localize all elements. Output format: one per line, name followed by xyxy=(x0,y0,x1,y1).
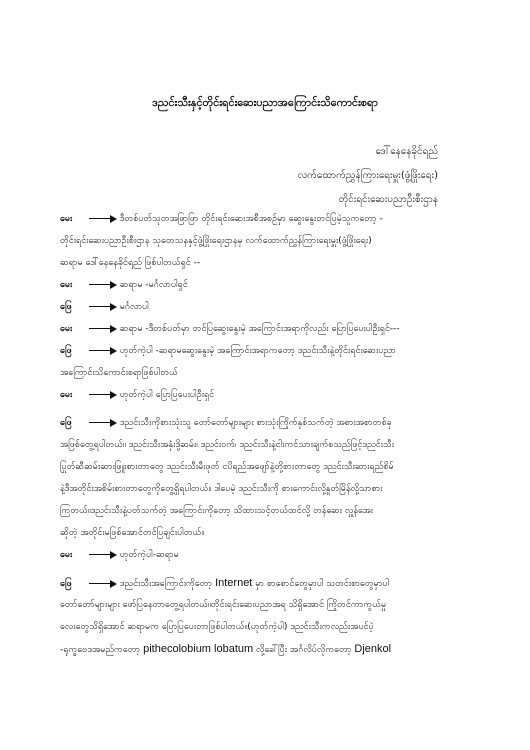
line-text: -ရုက္ခဗေဒအမည်ကတော့ xyxy=(60,645,141,655)
dialogue-line xyxy=(60,522,474,544)
arrow-icon xyxy=(87,391,117,399)
dialogue-line xyxy=(60,318,474,340)
english-name: Djenkol xyxy=(354,643,392,655)
dialogue-line xyxy=(60,230,474,252)
arrow-icon xyxy=(87,325,117,333)
line-text: ဆရာမ -မင်္ဂလာပါရှင် xyxy=(119,280,188,290)
arrow-icon xyxy=(87,215,117,223)
line-text-english: Internet xyxy=(215,577,253,589)
dialogue-line xyxy=(60,296,474,318)
line-text: ကြတယ်။ဒညင်းသီးနဲ့ပတ်သက်တဲ့ အကြောင်းကိုတော့ သိထားသင့်တယ်ထင်လို့ တန်ဆေး လှူန်အေး xyxy=(60,506,374,516)
dialogue-line xyxy=(60,544,474,566)
speaker-label-answer: ဖြေ xyxy=(60,579,72,589)
line-text: တိုင်းရင်းဆေးပညာဦးစီးဌာန သုတေသနနှင့်ဖွံ့ဖြိုးရေးဌာနမှ လက်ထောက်ညွှန်ကြားရေးမှူး(ဖွံ့ဖြိုးရေး) xyxy=(60,236,372,246)
author-position: လက်ထောက်ညွှန်ကြားရေးမှူး(ဖွံ့ဖြိုးရေး) xyxy=(297,170,438,181)
line-text: ဒီတစ်ပတ်သုတအဖြာဖြာ တိုင်းရင်းဆေးအစီအစဉ်မှာ ဆွေးနွေးတင်ပြမဲ့သူကတော့ - xyxy=(119,214,383,224)
dialogue-line xyxy=(60,274,474,296)
dialogue-line xyxy=(60,594,474,616)
dialogue-line xyxy=(60,456,474,478)
line-text: လို့ခေါ်ပြီး အင်္ဂလိပ်လိုကတော့ xyxy=(256,645,352,655)
arrow-icon xyxy=(87,580,117,588)
line-text: ပြုတ်ဆီဆမ်းဆားဖြူးစားတာတွေ ဒညင်းသီးမီးဖုတ် ငပိရည်အဖျော်နဲ့တို့စားတာတွေ ဒညင်းသီးဆားရည်စိမ် xyxy=(60,462,394,472)
line-text: တော်တော်များများ ဖော်ပြနေတာတွေ့ရပါတယ်။တိုင်းရင်းဆေးပညာအရ သိရှိအောင် ကြိုတင်ကာကွယ်မှု xyxy=(60,600,387,610)
scientific-name: pithecolobium lobatum xyxy=(143,643,254,655)
dialogue-line xyxy=(60,572,474,594)
line-text: နဲ့ဒီအတိုင်းအစိမ်းစားတာတွေကိုတွေ့ရှိရပါတယ်။ ဒါပေမဲ့ ဒညင်းသီးကို စားကောင်းလို့နှုတ်မြိန်လို့သာစား xyxy=(60,484,383,494)
line-text: မင်္ဂလာပါ xyxy=(119,302,149,312)
line-text: ဒညင်းသီးကိုစားသုံးသူ တော်တော်များများ စားသုံးကြိုက်နှစ်သက်တဲ့ အစားအစာတစ်ခု xyxy=(119,418,392,428)
dialogue-line xyxy=(60,384,474,406)
author-department: တိုင်းရင်းဆေးပညာဦးစီးဌာန xyxy=(338,194,438,205)
speaker-label-question: မေး xyxy=(60,550,73,560)
author-name: ဒေါ်နေနေခိုင်ရည် xyxy=(375,146,438,157)
line-text: ဟုတ်ကဲ့ပါ ပြောပြပေးပါဦးရှင် xyxy=(119,390,215,400)
dialogue-line xyxy=(60,434,474,456)
arrow-icon xyxy=(87,281,117,289)
speaker-label-question: မေး xyxy=(60,390,73,400)
dialogue-line xyxy=(60,500,474,522)
speaker-label-question: မေး xyxy=(60,214,73,224)
line-text: ဆရာမ ဒေါ်နေနေခိုင်ရည် ဖြစ်ပါတယ်ရှင် -- xyxy=(60,258,201,268)
dialogue-line xyxy=(60,412,474,434)
arrow-icon xyxy=(87,303,117,311)
line-text: ဟုတ်ကဲ့ပါ -ဆရာမဆွေးနွေးမဲ့ အကြောင်းအရာကတော့ ဒညင်းသီးနဲ့တိုင်းရင်းဆေးပညာ xyxy=(119,346,396,356)
speaker-label-question: မေး xyxy=(60,324,73,334)
speaker-label-answer: ဖြေ xyxy=(60,418,72,428)
interview-body xyxy=(60,208,474,660)
dialogue-line xyxy=(60,208,474,230)
author-block xyxy=(178,140,438,212)
line-text: ဒညင်းသီးအကြောင်းကိုတော့ xyxy=(119,579,213,589)
dialogue-line xyxy=(60,616,474,638)
document-title: ဒညင်းသီးနှင့်တိုင်းရင်းဆေးပညာအကြောင်းသိကောင်းစရာ xyxy=(152,96,378,109)
line-text: မှာ စာစောင်တွေမှာပါ သတင်းစာတွေမှာပါ xyxy=(255,579,390,589)
line-text: ဆရာမ -ဒီတစ်ပတ်မှာ တင်ပြဆွေးနွေးမဲ့ အကြောင်းအရာကိုလည်း ပြောပြပေးပါဦးရှင်--- xyxy=(119,324,400,334)
dialogue-line xyxy=(60,362,474,384)
dialogue-line xyxy=(60,252,474,274)
speaker-label-question: မေး xyxy=(60,280,73,290)
dialogue-line xyxy=(60,638,474,660)
dialogue-line xyxy=(60,340,474,362)
speaker-label-answer: ဖြေ xyxy=(60,346,72,356)
line-text: အဖြစ်တွေ့ရပါတယ်။ ဒညင်းသီးအနှံးဒို့ဆမ်း၊ ဒညင်းဝက်၊ ဒညင်းသီးနဲ့ငါးကင်သားချက်စသည်ဖြင့်ဒညင်းသီး xyxy=(60,440,395,450)
dialogue-line xyxy=(60,478,474,500)
line-text: လေးတွေသိရှိအောင် ဆရာမက ပြောပြပေးတာဖြစ်ပါတယ်။(ဟုတ်ကဲ့ပါ) ဒညင်းသီးကလည်းအပင်ပဲ့ xyxy=(60,622,374,632)
line-text: ဆိုတဲ့ အတိုင်းမဖြစ်အောင်တင်ပြချင်းပါတယ်။ xyxy=(60,528,205,538)
arrow-icon xyxy=(87,419,117,427)
line-text: အကြောင်းသိကောင်းစရာဖြစ်ပါတယ် xyxy=(60,368,178,378)
speaker-label-answer: ဖြေ xyxy=(60,302,72,312)
line-text: ဟုတ်ကဲ့ပါ-ဆရာမ xyxy=(119,550,179,560)
arrow-icon xyxy=(87,551,117,559)
arrow-icon xyxy=(87,347,117,355)
